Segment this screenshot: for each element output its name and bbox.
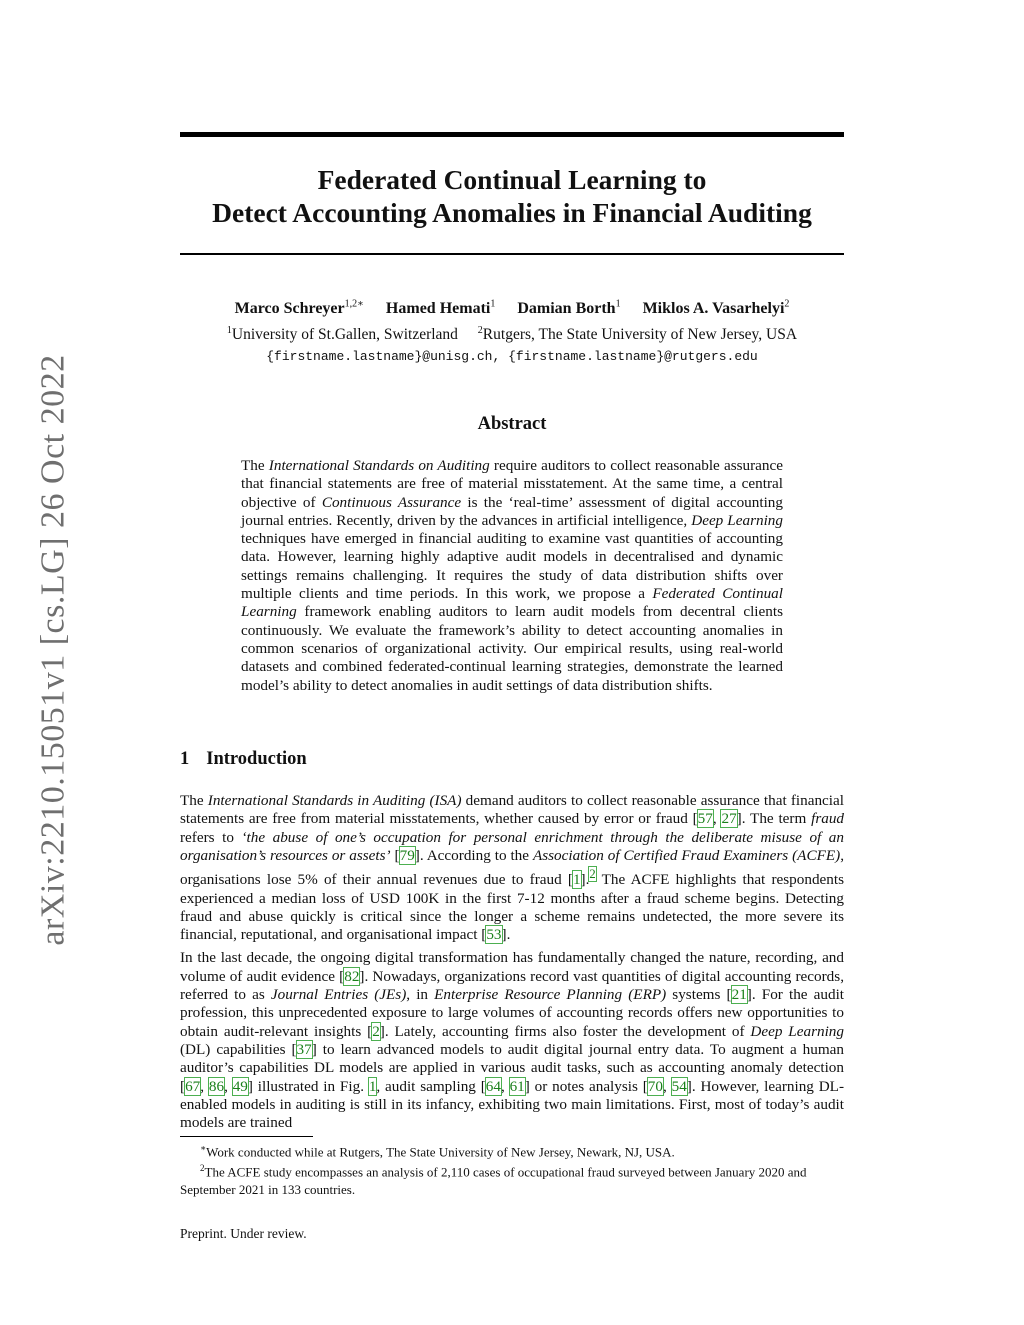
citation-link[interactable]: 2	[372, 1022, 380, 1040]
abstract-heading: Abstract	[477, 414, 547, 434]
preprint-note: Preprint. Under review.	[180, 1226, 307, 1241]
affiliation: $^1$University of St.Gallen, Switzerland	[226, 325, 458, 344]
citation-link[interactable]: 67	[185, 1077, 201, 1095]
author: Hamed Hemati$^1$	[385, 299, 496, 318]
section-number: 1	[180, 749, 190, 769]
footnote: ∗Work conducted while at Rutgers, The State University of New Jersey, Newark, NJ, USA.	[200, 1143, 675, 1160]
title-top-rule	[180, 132, 844, 137]
author: Miklos A. Vasarhelyi$^2$	[642, 299, 790, 318]
author: Damian Borth$^1$	[517, 299, 621, 318]
citation-link[interactable]: 54	[671, 1077, 687, 1095]
citation-link[interactable]: 79	[399, 846, 415, 864]
citation-link[interactable]: 64	[485, 1077, 501, 1095]
figure-link[interactable]: 1	[368, 1077, 377, 1095]
paragraph: The International Standards in Auditing (ISA) demand auditors to collect reasonable assurance that financial statements are free from material misstatements, whether caused by error or fraud [57, 27]. The term fraud refers to ‘the abuse of one’s occupation for personal enrichment through the deliberate misuse of an organisation’s resources or assets’ [79]. According to the Association of Certified Fraud Examiners (ACFE), organisations lose 5% of their annual revenues due to fraud [1].$^2$ The ACFE highlights that respondents experienced a median loss of USD 100K in the first 7-12 months after a fraud scheme begins. Detecting fraud and abuse quickly is critical since the longer a scheme remains undetected, the more severe its financial, reputational, and organisational impact [53].	[180, 792, 845, 944]
paper-title	[180, 163, 844, 229]
section-heading-introduction	[180, 749, 307, 770]
citation-link[interactable]: 57	[697, 810, 713, 828]
citation-link[interactable]: 1	[572, 871, 581, 889]
arxiv-identifier-text: arXiv:2210.15051v1 [cs.LG] 26 Oct 2022	[35, 354, 72, 946]
affiliation-list	[180, 325, 844, 344]
citation-link[interactable]: 53	[486, 926, 502, 944]
affiliation: $^2$Rutgers, The State University of New Jersey, USA	[477, 325, 798, 344]
citation-link[interactable]: 82	[344, 967, 360, 985]
footnote: $^2$The ACFE study encompasses an analysis of 2,110 cases of occupational fraud surveyed between January 2020 and September 2021 in 133 countries.	[180, 1163, 807, 1197]
citation-link[interactable]: 70	[647, 1077, 663, 1095]
abstract-body: The International Standards on Auditing require auditors to collect reasonable assurance that financial statements are free of material misstatement. At the same time, a central objective of Continuous Assurance is the ‘real-time’ assessment of digital accounting journal entries. Recently, driven by the advances in artificial intelligence, Deep Learning techniques have emerged in financial auditing to examine vast quantities of accounting data. However, learning highly adaptive audit models in decentralised and dynamic settings remains challenging. It requires the study of data distribution shifts over multiple clients and time periods. In this work, we propose a Federated Continual Learning framework enabling auditors to learn audit models from decentral clients continuously. We evaluate the framework’s ability to detect accounting anomalies in common scenarios of organizational activity. Our empirical results, using real-world datasets and combined federated-continual learning strategies, demonstrate the learned model’s ability to detect anomalies in audit settings of data distribution shifts.	[241, 457, 783, 694]
paragraph: In the last decade, the ongoing digital transformation has fundamentally changed the nature, recording, and volume of audit evidence [82]. Nowadays, organizations record vast quantities of digital accounting records, referred to as Journal Entries (JEs), in Enterprise Resource Planning (ERP) systems [21]. For the audit profession, this unprecedented exposure to large volumes of accounting records offers new opportunities to obtain audit-relevant insights [2]. Lately, accounting firms also foster the development of Deep Learning (DL) capabilities [37] to learn advanced models to audit digital journal entry data. To augment a human auditor’s capabilities DL models are applied in various audit tasks, such as accounting anomaly detection [67, 86, 49] illustrated in Fig. 1, audit sampling [64, 61] or notes analysis [70, 54]. However, learning DL-enabled models in auditing is still in its infancy, exhibiting two main limitations. First, most of today’s audit models are trained	[180, 949, 845, 1132]
title-line-2: Detect Accounting Anomalies in Financial Auditing	[212, 197, 812, 228]
section-title: Introduction	[206, 749, 307, 769]
author-list	[180, 299, 844, 318]
introduction-body	[180, 792, 844, 1137]
citation-link[interactable]: 27	[721, 810, 737, 828]
citation-link[interactable]: 61	[509, 1077, 525, 1095]
citation-link[interactable]: 21	[731, 986, 747, 1004]
author-emails: {firstname.lastname}@unisg.ch, {firstname.lastname}@rutgers.edu	[266, 349, 758, 364]
footnote-rule	[180, 1136, 313, 1137]
citation-link[interactable]: 49	[232, 1077, 248, 1095]
title-line-1: Federated Continual Learning to	[317, 164, 707, 195]
citation-link[interactable]: 86	[208, 1077, 225, 1095]
citation-link[interactable]: 37	[296, 1040, 312, 1058]
arxiv-identifier-stamp[interactable]	[27, 354, 81, 946]
author: Marco Schreyer$^{1,2∗}$	[234, 299, 364, 318]
title-bottom-rule	[180, 253, 844, 255]
footnote-link[interactable]: 2	[589, 867, 596, 882]
footnotes	[180, 1140, 844, 1198]
